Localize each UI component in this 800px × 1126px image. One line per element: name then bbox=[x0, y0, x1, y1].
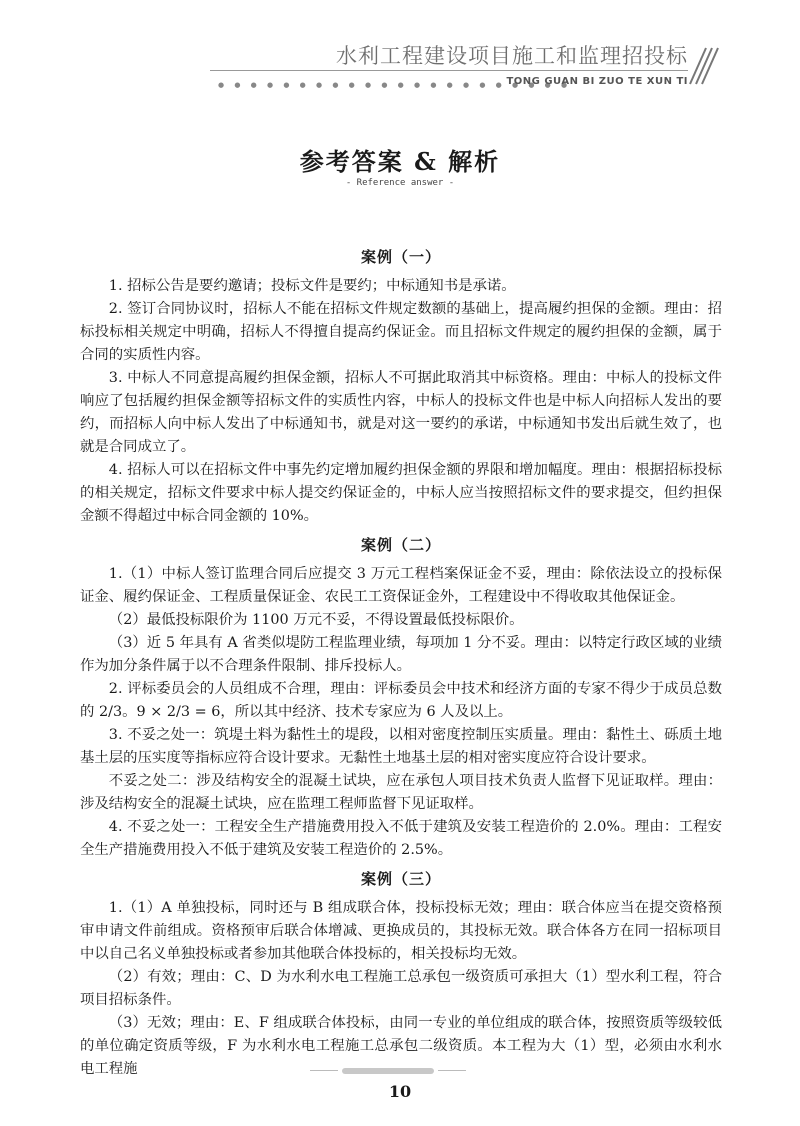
answer-paragraph: （2）有效；理由：C、D 为水利水电工程施工总承包一级资质可承担大（1）型水利工程，符合项目招标条件。 bbox=[80, 969, 722, 1008]
case-heading: 案例（一） bbox=[360, 248, 441, 266]
answer-paragraph: 3. 中标人不同意提高履约担保金额，招标人不可据此取消其中标资格。理由：中标人的投标文件响应了包括履约担保金额等招标文件的实质性内容，中标人的投标文件也是中标人向招标人发出的要约，而招标人向中标人发出了中标通知书，就是对这一要约的承诺，中标通知书发出后就生效了，也就是合同成立了。 bbox=[80, 370, 722, 455]
page-subtitle: - Reference answer - bbox=[345, 178, 455, 188]
footer-bar-decoration bbox=[342, 1068, 434, 1074]
header-subtitle: TONG GUAN BI ZUO TE XUN TI bbox=[506, 76, 688, 87]
answer-content bbox=[80, 240, 722, 1081]
answer-paragraph: 1. 招标公告是要约邀请；投标文件是要约；中标通知书是承诺。 bbox=[108, 278, 516, 294]
footer-rule-right bbox=[438, 1070, 466, 1071]
answer-paragraph: 4. 不妥之处一：工程安全生产措施费用投入不低于建筑及安装工程造价的 2.0%。理由：工程安全生产措施费用投入不低于建筑及安装工程造价的 2.5%。 bbox=[80, 819, 722, 858]
answer-paragraph: 1.（1）A 单独投标，同时还与 B 组成联合体，投标投标无效；理由：联合体应当在提交资格预审申请文件前组成。资格预审后联合体增减、更换成员的，其投标无效。联合体各方在同一招标项目中以自己名义单独投标或者参加其他联合体投标的，相关投标均无效。 bbox=[80, 900, 722, 962]
case-heading: 案例（三） bbox=[360, 870, 441, 888]
page-title: 参考答案 & 解析 bbox=[299, 147, 501, 176]
header-slash-decoration bbox=[682, 44, 722, 88]
answer-paragraph: 2. 评标委员会的人员组成不合理，理由：评标委员会中技术和经济方面的专家不得少于成员总数的 2/3。9 × 2/3 = 6，所以其中经济、技术专家应为 6 人及以上。 bbox=[80, 681, 722, 720]
header-dots-decoration: ● ● ● ● ● ● ● ● ● ● ● ● ● ● ● ● ● ● ● ● ● ● bbox=[218, 81, 572, 89]
page-number: 10 bbox=[388, 1082, 412, 1101]
answer-paragraph: 4. 招标人可以在招标文件中事先约定增加履约担保金额的界限和增加幅度。理由：根据招标投标的相关规定，招标文件要求中标人提交约保证金的，中标人应当按照招标文件的要求提交，但约担保金额不得超过中标合同金额的 10%。 bbox=[80, 462, 722, 524]
answer-paragraph: 3. 不妥之处一：筑堤土料为黏性土的堤段，以相对密度控制压实质量。理由：黏性土、砾质土地基土层的压实度等指标应符合设计要求。无黏性土地基土层的相对密实度应符合设计要求。 bbox=[80, 727, 722, 766]
answer-paragraph: 2. 签订合同协议时，招标人不能在招标文件规定数额的基础上，提高履约担保的金额。理由：招标投标相关规定中明确，招标人不得擅自提高约保证金。而且招标文件规定的履约担保的金额，属于合同的实质性内容。 bbox=[80, 301, 722, 363]
answer-paragraph: 不妥之处二：涉及结构安全的混凝土试块，应在承包人项目技术负责人监督下见证取样。理由：涉及结构安全的混凝土试块，应在监理工程师监督下见证取样。 bbox=[80, 773, 722, 812]
footer-rule-left bbox=[310, 1070, 338, 1071]
answer-paragraph: （3）近 5 年具有 A 省类似堤防工程监理业绩，每项加 1 分不妥。理由：以特定行政区域的业绩作为加分条件属于以不合理条件限制、排斥投标人。 bbox=[80, 635, 722, 674]
answer-paragraph: （2）最低投标限价为 1100 万元不妥，不得设置最低投标限价。 bbox=[108, 612, 524, 628]
page-footer bbox=[0, 1068, 800, 1118]
header-rule bbox=[210, 70, 688, 71]
answer-paragraph: 1.（1）中标人签订监理合同后应提交 3 万元工程档案保证金不妥，理由：除依法设立的投标保证金、履约保证金、工程质量保证金、农民工工资保证金外，工程建设中不得收取其他保证金。 bbox=[80, 566, 722, 605]
page-header bbox=[0, 0, 800, 100]
case-heading: 案例（二） bbox=[360, 536, 441, 554]
answer-paragraph: （3）无效；理由：E、F 组成联合体投标，由同一专业的单位组成的联合体，按照资质等级较低的单位确定资质等级，F 为水利水电工程施工总承包二级资质。本工程为大（1）型，必须由水利水电工程施 bbox=[80, 1015, 722, 1077]
header-title: 水利工程建设项目施工和监理招投标 bbox=[336, 44, 688, 68]
